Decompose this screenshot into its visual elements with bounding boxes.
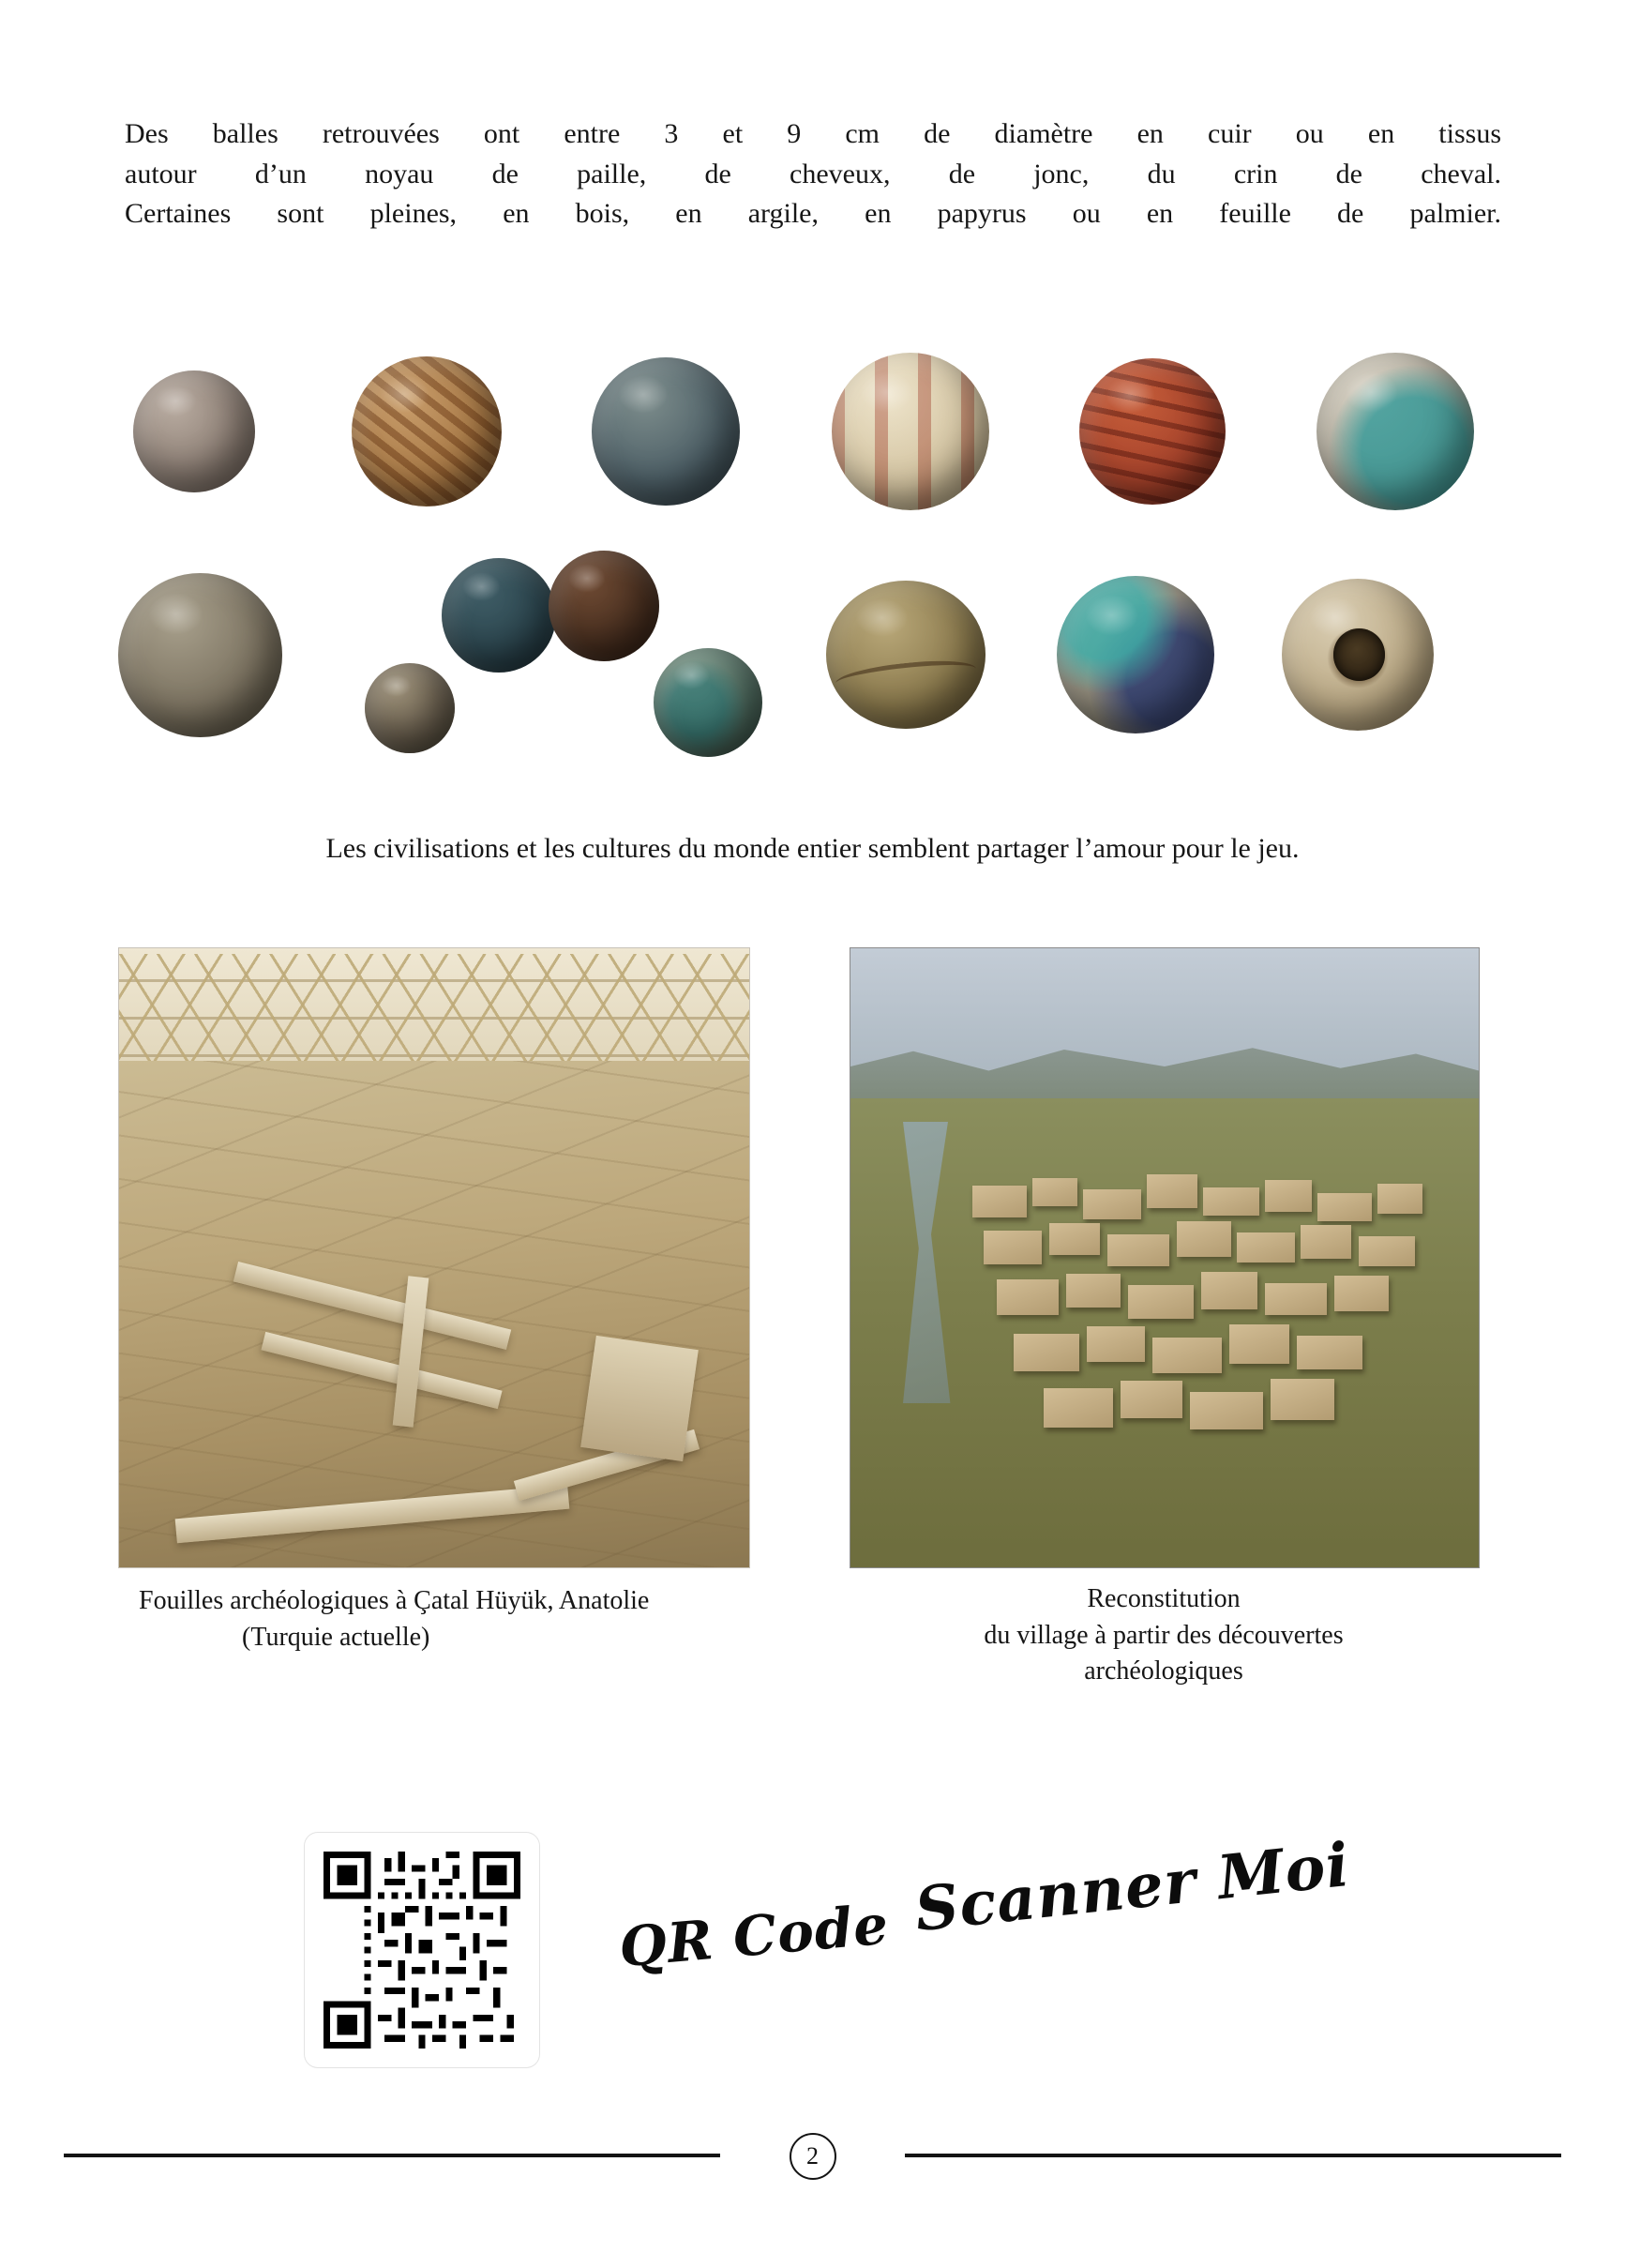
four-panel-ball: [1057, 576, 1214, 733]
stone-ball: [133, 370, 255, 492]
blue-green-ball: [442, 558, 556, 673]
qr-code-icon[interactable]: [323, 1852, 520, 2049]
intro-line-1: Des balles retrouvées ont entre 3 et 9 cm de diamètre en cuir ou en tissus: [125, 118, 1501, 149]
small-ochre-ball: [365, 663, 455, 753]
village-caption-line-2: du village à partir des découvertes: [984, 1620, 1344, 1650]
painted-linen-ball: [832, 353, 989, 510]
excavation-photo-caption: [139, 1583, 739, 1656]
ancient-ball-gallery: [113, 324, 1519, 774]
village-reconstruction-illustration: [850, 947, 1480, 1568]
excavation-wall: [175, 1485, 570, 1544]
page-number: 2: [790, 2133, 836, 2180]
brown-clay-ball: [549, 551, 659, 661]
footer-rule-left: [64, 2154, 720, 2157]
red-striped-ball: [1079, 358, 1226, 505]
village-caption-line-1: Reconstitution: [1087, 1584, 1241, 1613]
excavation-structure: [580, 1336, 699, 1461]
qr-code-container[interactable]: [305, 1833, 539, 2067]
excavation-photo: [118, 947, 750, 1568]
footer-rule-right: [905, 2154, 1561, 2157]
scan-me-label: Scanner Moi: [911, 1829, 1353, 1946]
excavation-wall: [261, 1332, 502, 1409]
dark-blue-ball: [592, 357, 740, 506]
village-illustration-caption: [850, 1581, 1478, 1690]
excavation-caption-line-1: Fouilles archéologiques à Çatal Hüyük, Anatolie: [139, 1586, 650, 1615]
gallery-caption: Les civilisations et les cultures du monde entier semblent partager l’amour pour le jeu.: [325, 833, 1300, 864]
illustration-village: [963, 1169, 1451, 1478]
large-bronze-ball: [118, 573, 282, 737]
qr-code-label: QR Code: [616, 1892, 892, 1980]
village-caption-line-3: archéologiques: [1084, 1656, 1243, 1686]
excavation-ground: [119, 1061, 749, 1568]
ball-row-top: [113, 324, 1519, 539]
intro-paragraph: [125, 114, 1501, 234]
ball-row-bottom: [113, 547, 1519, 763]
decorated-green-ball: [654, 648, 762, 757]
page-footer: [0, 2127, 1625, 2184]
woven-fiber-ball: [352, 356, 502, 507]
intro-line-3: Certaines sont pleines, en bois, en argile, en papyrus ou en feuille de palmier.: [125, 198, 1501, 230]
hollow-papyrus-ball: [1282, 579, 1434, 731]
excavation-wall: [393, 1276, 429, 1427]
excavation-caption-line-2: (Turquie actuelle): [242, 1622, 430, 1652]
turquoise-glazed-ball: [1317, 353, 1474, 510]
intro-line-2: autour d’un noyau de paille, de cheveux, de jonc, du crin de cheval.: [125, 158, 1501, 189]
leather-seam-ball: [826, 581, 986, 729]
